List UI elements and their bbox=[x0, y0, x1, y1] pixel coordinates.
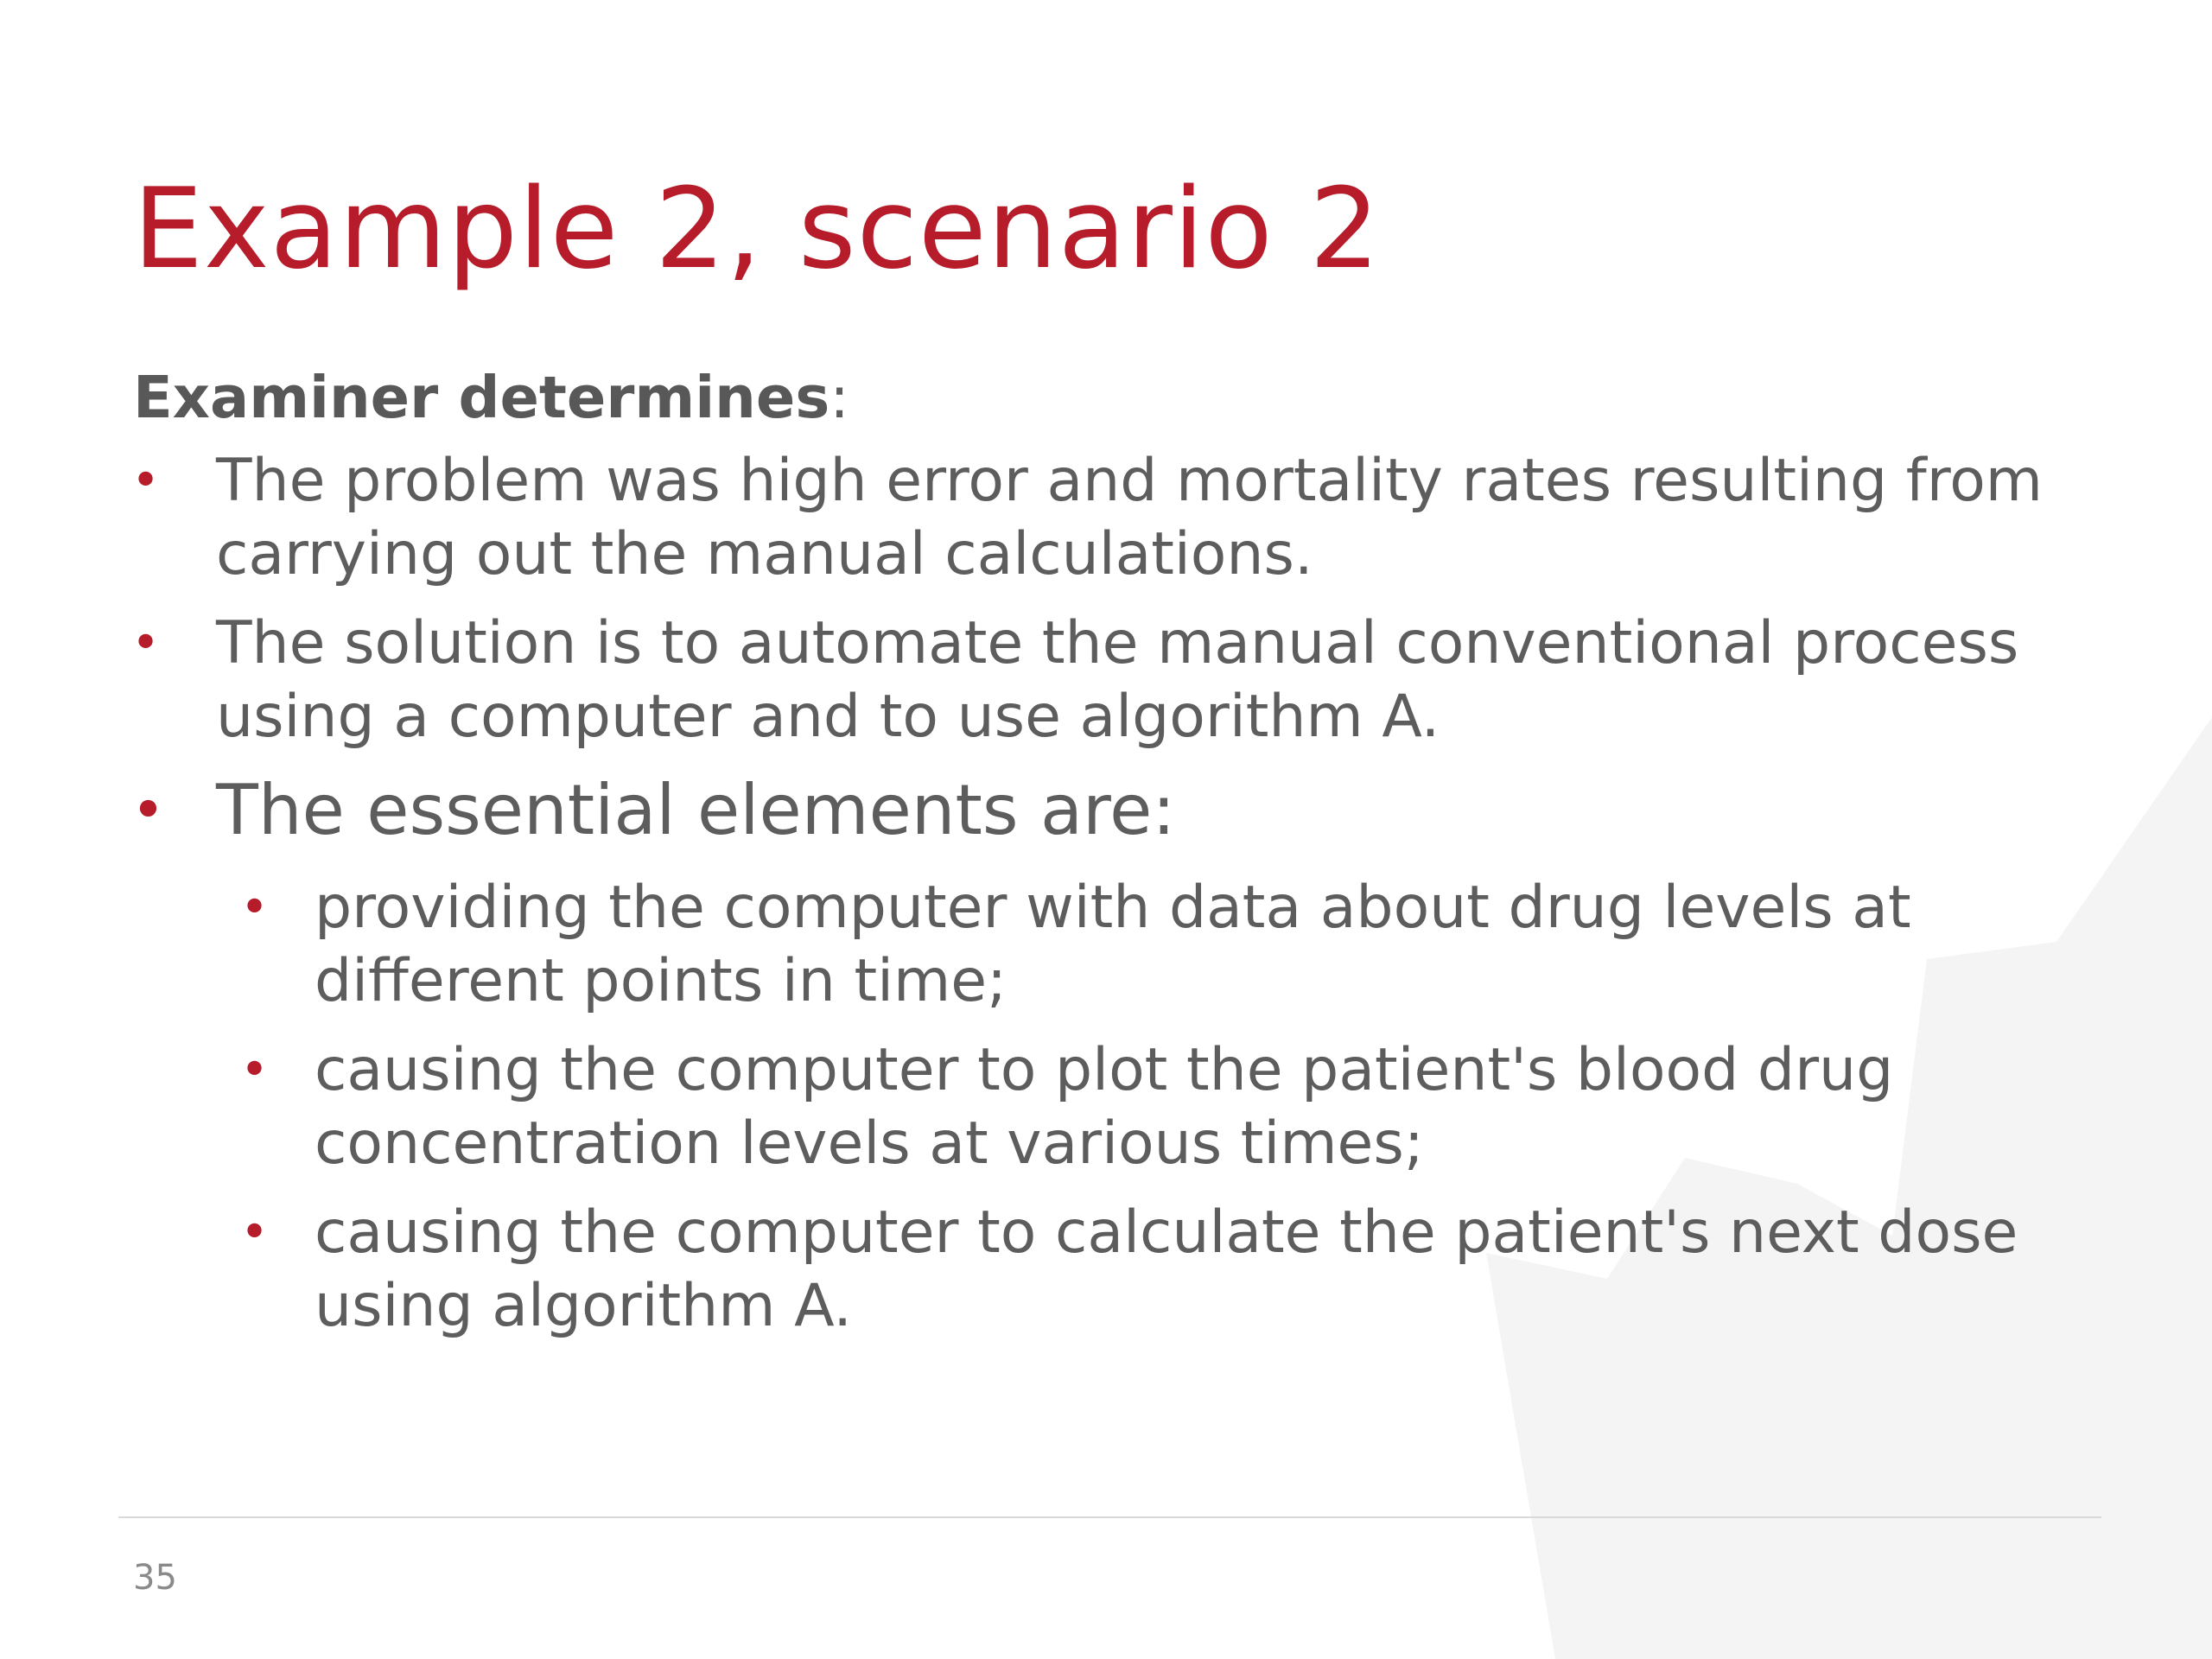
bullet-text: The problem was high error and mortality rates resulting from carrying out the manual calculations. bbox=[216, 447, 2044, 589]
bullet-item-essential-elements bbox=[133, 769, 2077, 852]
footer-divider bbox=[118, 1516, 2101, 1518]
subheading-colon: : bbox=[830, 364, 849, 431]
slide-title: Example 2, scenario 2 bbox=[133, 165, 1381, 294]
slide-body bbox=[133, 363, 2077, 1358]
bullet-icon: • bbox=[240, 880, 270, 937]
bullet-icon: • bbox=[131, 453, 161, 510]
page-number: 35 bbox=[133, 1558, 177, 1598]
bullet-icon: • bbox=[240, 1205, 270, 1262]
bullet-item-problem bbox=[133, 444, 2077, 591]
sub-bullet-text: providing the computer with data about drug levels at different points in time; bbox=[315, 874, 1911, 1016]
sub-bullet-item-calculate bbox=[240, 1196, 2077, 1343]
bullet-list bbox=[133, 444, 2077, 852]
sub-bullet-item-data bbox=[240, 871, 2077, 1018]
subheading bbox=[133, 363, 2077, 432]
sub-bullet-list bbox=[133, 871, 2077, 1343]
subheading-bold: Examiner determines bbox=[133, 364, 830, 431]
bullet-icon: • bbox=[240, 1042, 270, 1099]
bullet-text: The essential elements are: bbox=[216, 770, 1176, 851]
sub-bullet-item-plot bbox=[240, 1033, 2077, 1180]
bullet-item-solution bbox=[133, 607, 2077, 753]
bullet-text: The solution is to automate the manual conventional process using a computer and to use algorithm A. bbox=[216, 609, 2019, 752]
sub-bullet-text: causing the computer to calculate the patient's next dose using algorithm A. bbox=[315, 1198, 2018, 1341]
bullet-icon: • bbox=[131, 777, 165, 844]
bullet-icon: • bbox=[131, 615, 161, 672]
sub-bullet-text: causing the computer to plot the patient's blood drug concentration levels at various times; bbox=[315, 1036, 1894, 1179]
